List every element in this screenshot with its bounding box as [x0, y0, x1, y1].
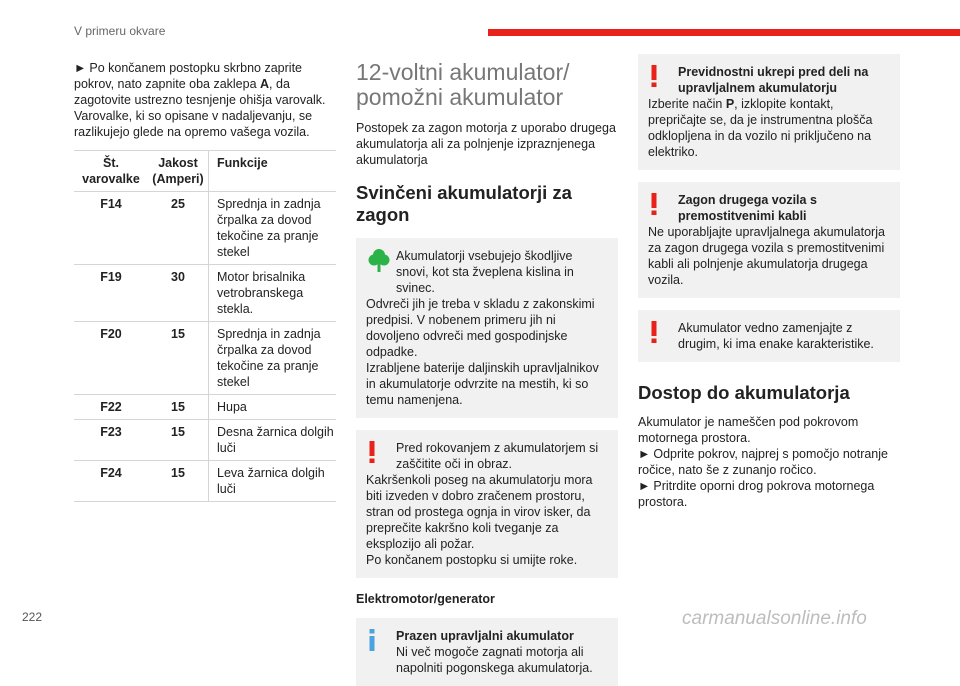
header-amperage: Jakost (Amperi)	[148, 151, 209, 192]
access-text: Akumulator je nameščen pod pokrovom motornega prostora.	[638, 415, 859, 445]
table-row	[74, 420, 336, 461]
subsection-title: Svinčeni akumulatorji za zagon	[356, 182, 572, 225]
fuse-table	[74, 150, 336, 502]
column-middle	[356, 60, 618, 686]
subsection-small-title: Elektromotor/generator	[356, 592, 495, 606]
note-paragraph: Varovalke, ki so opisane v nadaljevanju, se razlikujejo glede na opremo vašega vozila.	[74, 109, 313, 139]
warning-box-precautions	[638, 54, 900, 170]
section-intro: Postopek za zagon motorja z uporabo drugega akumulatorja ali za polnjenje izpraznjenega akumulatorja	[356, 121, 616, 167]
fuse-function: Motor brisalnika vetrobranskega stekla.	[209, 265, 337, 322]
fuse-amperage: 30	[148, 265, 209, 322]
warning-text: Kakršenkoli poseg na akumulatorju mora biti izveden v dobro zračenem prostoru, stran od prostega ognja in virov isker, da preprečite kakršno koli tveganje za eksplozijo ali požar.	[366, 473, 593, 551]
intro-paragraph: ► Po končanem postopku skrbno zaprite pokrov, nato zapnite oba zaklepa A, da zagotovite ustrezno tesnjenje ohišja varovalk.	[74, 61, 326, 107]
eco-lead: Akumulatorji vsebujejo škodljive snovi, kot sta žveplena kislina in svinec.	[396, 249, 574, 295]
column-left	[74, 60, 336, 502]
warning-text: Ne uporabljajte upravljalnega akumulatorja za zagon drugega vozila s premostitvenimi kabli ali polnjenje akumulatorja drugega vozila.	[648, 225, 885, 287]
page-number: 222	[22, 610, 43, 624]
table-row	[74, 265, 336, 322]
eco-text: Odvreči jih je treba v skladu z zakonskimi predpisi. V nobenem primeru jih ni dovoljeno odvreči med gospodinjske odpadke.	[366, 297, 595, 359]
fuse-function: Hupa	[209, 395, 337, 420]
warning-lead: Previdnostni ukrepi pred deli na upravljalnem akumulatorju	[678, 65, 869, 95]
chapter-title: V primeru okvare	[74, 24, 166, 38]
fuse-amperage: 15	[148, 322, 209, 395]
fuse-function: Leva žarnica dolgih luči	[209, 461, 337, 502]
warning-text: Izberite način P, izklopite kontakt, prepričajte se, da je instrumentna plošča odklopljena in da vozilo ni priključeno na elektriko.	[648, 97, 873, 159]
warning-text-2: Po končanem postopku si umijte roke.	[366, 553, 578, 567]
fuse-number: F22	[74, 395, 148, 420]
warning-exclamation-icon	[650, 192, 658, 221]
eco-notice-box	[356, 238, 618, 418]
warning-lead: Pred rokovanjem z akumulatorjem si zaščitite oči in obraz.	[396, 441, 599, 471]
access-step-1: ► Odprite pokrov, najprej s pomočjo notranje ročice, nato še z zunanjo ročico.	[638, 447, 888, 477]
info-lead: Prazen upravljalni akumulator	[396, 629, 574, 643]
warning-box	[356, 430, 618, 578]
warning-lead: Zagon drugega vozila s premostitvenimi kabli	[678, 193, 817, 223]
access-step-2: ► Pritrdite oporni drog pokrova motornega prostora.	[638, 479, 875, 509]
warning-lead: Akumulator vedno zamenjajte z drugim, ki ima enake karakteristike.	[678, 321, 874, 351]
watermark: carmanualsonline.info	[682, 608, 867, 629]
warning-exclamation-icon	[368, 440, 376, 469]
fuse-function: Sprednja in zadnja črpalka za dovod tekočine za pranje stekel	[209, 192, 337, 265]
section-title: 12-voltni akumulator/ pomožni akumulator	[356, 59, 570, 110]
fuse-amperage: 15	[148, 420, 209, 461]
warning-box-replace	[638, 310, 900, 362]
table-row	[74, 192, 336, 265]
header-functions: Funkcije	[209, 151, 337, 192]
subsection-title: Dostop do akumulatorja	[638, 382, 850, 403]
info-text: Ni več mogoče zagnati motorja ali napolniti pogonskega akumulatorja.	[396, 645, 593, 675]
eco-text-2: Izrabljene baterije daljinskih upravljalnikov in akumulatorje odvrzite na mestih, ki so temu namenjena.	[366, 361, 599, 407]
bullet-arrow-icon: ►	[638, 447, 651, 461]
fuse-number: F23	[74, 420, 148, 461]
warning-exclamation-icon	[650, 320, 658, 349]
fuse-number: F20	[74, 322, 148, 395]
table-row	[74, 461, 336, 502]
table-header-row	[74, 151, 336, 192]
fuse-function: Sprednja in zadnja črpalka za dovod tekočine za pranje stekel	[209, 322, 337, 395]
table-row	[74, 395, 336, 420]
fuse-function: Desna žarnica dolgih luči	[209, 420, 337, 461]
tree-icon	[368, 248, 390, 279]
warning-box-jumpstart	[638, 182, 900, 298]
info-box	[356, 618, 618, 686]
fuse-number: F19	[74, 265, 148, 322]
bullet-arrow-icon: ►	[74, 61, 87, 75]
header-accent-bar	[488, 29, 960, 36]
fuse-number: F14	[74, 192, 148, 265]
fuse-number: F24	[74, 461, 148, 502]
bullet-arrow-icon: ►	[638, 479, 651, 493]
table-row	[74, 322, 336, 395]
info-icon	[368, 628, 376, 657]
fuse-amperage: 15	[148, 461, 209, 502]
fuse-amperage: 15	[148, 395, 209, 420]
column-right	[638, 60, 900, 510]
fuse-amperage: 25	[148, 192, 209, 265]
warning-exclamation-icon	[650, 64, 658, 93]
header-fuse-number: Št. varovalke	[74, 151, 148, 192]
